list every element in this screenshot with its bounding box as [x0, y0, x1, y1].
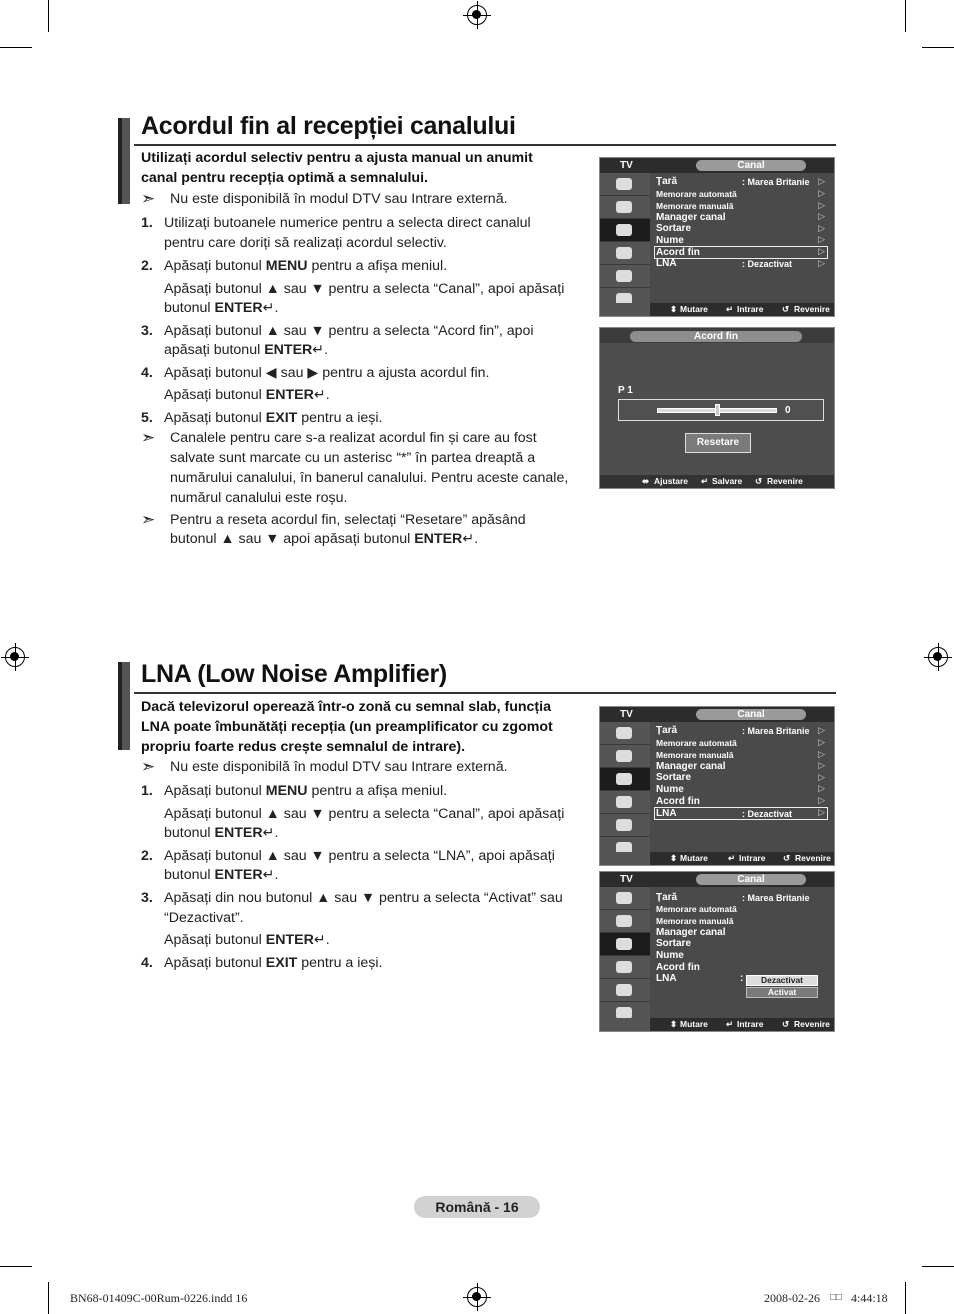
arrow-right-icon: ▷ — [818, 200, 825, 210]
section-title: LNA (Low Noise Amplifier) — [141, 660, 447, 688]
enter-icon: ↵ — [262, 825, 275, 841]
updown-icon: ⬍ — [670, 853, 678, 863]
arrow-right-icon: ▷ — [818, 246, 825, 256]
step-text: apăsați butonul ENTER↵. — [164, 342, 329, 358]
step-text: Apăsați butonul ▲ sau ▼ pentru a selecta “Canal”, apoi apăsați — [164, 281, 565, 297]
picture-icon[interactable] — [600, 722, 650, 745]
picture-icon[interactable] — [600, 887, 650, 910]
arrow-right-icon: ▷ — [818, 749, 825, 759]
arrow-right-icon: ▷ — [818, 234, 825, 244]
menu-sidebar — [600, 722, 650, 860]
step-text: Apăsați butonul ▲ sau ▼ pentru a selecta “Canal”, apoi apăsați — [164, 806, 565, 822]
note-text: salvate sunt marcate cu un asterisc “*” în partea dreaptă a — [170, 450, 536, 466]
return-icon: ↺ — [782, 1019, 790, 1029]
arrow-right-icon: ▷ — [818, 807, 825, 817]
step-text: butonul ENTER↵. — [164, 867, 279, 883]
menu-item[interactable]: Manager canal — [656, 761, 726, 772]
arrow-right-icon: ▷ — [818, 258, 825, 268]
menu-item[interactable]: Memorare automată — [656, 189, 737, 199]
menu-item-value: : Marea Britanie — [742, 726, 810, 736]
option-activat[interactable]: Activat — [746, 987, 818, 998]
footer-return-label: Revenire — [794, 1019, 830, 1029]
footer-move-label: Mutare — [680, 853, 708, 863]
intro-text: canal pentru recepția optimă a semnalului. — [141, 170, 428, 186]
crop-mark — [48, 1282, 49, 1314]
sound-icon[interactable] — [600, 745, 650, 768]
enter-icon: ↵ — [313, 387, 326, 403]
fine-tune-slider-box — [618, 399, 824, 421]
note-text: Nu este disponibilă în modul DTV sau Intrare externă. — [170, 191, 508, 207]
menu-sidebar — [600, 887, 650, 1025]
setup-icon[interactable] — [600, 791, 650, 814]
crop-mark — [905, 0, 906, 32]
menu-list — [650, 887, 834, 1020]
tv-menu-canal — [599, 157, 835, 317]
step-text: Apăsați butonul MENU pentru a afișa meniul. — [164, 783, 448, 799]
glyph-placeholder-icon: □□ — [830, 1292, 843, 1303]
intro-text: Dacă televizorul operează într-o zonă cu semnal slab, funcția — [141, 699, 551, 715]
menu-item[interactable]: Memorare manuală — [656, 201, 734, 211]
step-number: 4. — [141, 365, 153, 381]
footer-return-label: Revenire — [794, 304, 830, 314]
step-text: Apăsați butonul MENU pentru a afișa meniul. — [164, 258, 448, 274]
updown-icon: ⬍ — [670, 1019, 678, 1029]
menu-item[interactable]: Sortare — [656, 223, 692, 234]
menu-item[interactable]: Memorare automată — [656, 904, 737, 914]
setup-icon[interactable] — [600, 242, 650, 265]
menu-item-value: : Dezactivat — [742, 259, 793, 269]
footer-enter-label: Intrare — [737, 304, 764, 314]
menu-list — [650, 722, 834, 854]
menu-item[interactable]: Acord fin — [656, 796, 700, 807]
footer-enter-label: Intrare — [737, 1019, 764, 1029]
footer-return-label: Revenire — [795, 853, 831, 863]
registration-mark-icon — [467, 5, 487, 25]
menu-item[interactable]: Țară — [656, 176, 678, 187]
step-text: “Dezactivat”. — [164, 910, 244, 926]
footer-enter-label: Intrare — [739, 853, 766, 863]
fine-tune-panel — [599, 327, 835, 489]
crop-mark — [922, 47, 954, 48]
arrow-right-icon: ▷ — [818, 737, 825, 747]
tv-label: TV — [620, 709, 633, 720]
step-text: Apăsați butonul ENTER↵. — [164, 932, 330, 948]
enter-icon: ↵ — [726, 304, 734, 314]
menu-item-selected[interactable]: LNA — [656, 808, 677, 819]
menu-item-colon: : — [740, 973, 744, 984]
menu-item[interactable]: Nume — [656, 950, 684, 961]
note-text: Pentru a reseta acordul fin, selectați “Resetare” apăsând — [170, 512, 526, 528]
step-number: 4. — [141, 955, 153, 971]
tv-label: TV — [620, 160, 633, 171]
menu-item[interactable]: Sortare — [656, 772, 692, 783]
step-text: butonul ENTER↵. — [164, 825, 279, 841]
arrow-right-icon: ▷ — [818, 760, 825, 770]
arrow-right-icon: ▷ — [818, 795, 825, 805]
section-bar — [118, 662, 130, 750]
sound-icon[interactable] — [600, 910, 650, 933]
crop-mark — [0, 1266, 32, 1267]
registration-mark-icon — [928, 647, 948, 667]
step-number: 2. — [141, 848, 153, 864]
print-date: 2008-02-26 — [764, 1291, 820, 1305]
return-icon: ↺ — [782, 304, 790, 314]
arrow-right-icon: ▷ — [818, 223, 825, 233]
registration-mark-icon — [467, 1287, 487, 1307]
step-number: 2. — [141, 258, 153, 274]
menu-item[interactable]: Memorare automată — [656, 738, 737, 748]
menu-header: Canal — [696, 874, 806, 885]
menu-footer — [650, 303, 834, 316]
title-rule — [134, 144, 836, 146]
menu-item[interactable]: Memorare manuală — [656, 916, 734, 926]
leftright-icon: ⬌ — [642, 476, 650, 486]
setup-icon[interactable] — [600, 956, 650, 979]
enter-icon: ↵ — [726, 1019, 734, 1029]
menu-sidebar — [600, 173, 650, 311]
step-number: 3. — [141, 890, 153, 906]
step-text: butonul ENTER↵. — [164, 300, 279, 316]
enter-icon: ↵ — [262, 300, 275, 316]
print-time: 4:44:18 — [851, 1291, 888, 1305]
picture-icon[interactable] — [600, 173, 650, 196]
enter-icon: ↵ — [462, 531, 475, 547]
arrow-right-icon: ▷ — [818, 725, 825, 735]
note-text: butonul ▲ sau ▼ apoi apăsați butonul ENTER↵. — [170, 531, 479, 547]
menu-item-value: : Marea Britanie — [742, 177, 810, 187]
intro-text: propriu foarte redus crește semnalul de intrare). — [141, 739, 466, 755]
step-text: pentru care doriți să realizați acordul selectiv. — [164, 235, 447, 251]
input-icon[interactable] — [600, 979, 650, 1002]
intro-text: Utilizați acordul selectiv pentru a ajusta manual un anumit — [141, 150, 533, 166]
footer-return-label: Revenire — [767, 476, 803, 486]
channel-icon[interactable] — [600, 933, 650, 956]
menu-item[interactable]: LNA — [656, 973, 677, 984]
channel-icon[interactable] — [600, 219, 650, 242]
updown-icon: ⬍ — [670, 304, 678, 314]
menu-header: Canal — [696, 160, 806, 171]
note-arrow-icon: ➣ — [141, 510, 156, 529]
step-text: Apăsați butonul ▲ sau ▼ pentru a selecta “Acord fin”, apoi — [164, 323, 534, 339]
menu-item[interactable]: Manager canal — [656, 212, 726, 223]
note-text: Nu este disponibilă în modul DTV sau Intrare externă. — [170, 759, 508, 775]
tv-menu-canal-lna — [599, 706, 835, 866]
footer-move-label: Mutare — [680, 304, 708, 314]
crop-mark — [922, 1266, 954, 1267]
menu-item[interactable]: Țară — [656, 892, 678, 903]
step-text: Apăsați din nou butonul ▲ sau ▼ pentru a selecta “Activat” sau — [164, 890, 563, 906]
registration-mark-icon — [5, 647, 25, 667]
note-arrow-icon: ➣ — [141, 428, 156, 447]
step-number: 1. — [141, 783, 153, 799]
arrow-right-icon: ▷ — [818, 188, 825, 198]
title-rule — [134, 692, 836, 694]
step-text: Apăsați butonul ▲ sau ▼ pentru a selecta “LNA”, apoi apăsați — [164, 848, 555, 864]
fine-tune-slider-thumb[interactable] — [715, 404, 720, 416]
tv-menu-canal-lna-options — [599, 871, 835, 1032]
menu-item[interactable]: Manager canal — [656, 927, 726, 938]
return-icon: ↺ — [783, 853, 791, 863]
step-text: Apăsați butonul ◀ sau ▶ pentru a ajusta acordul fin. — [164, 365, 490, 381]
menu-header: Canal — [696, 709, 806, 720]
step-number: 1. — [141, 215, 153, 231]
menu-item-selected[interactable]: Acord fin — [656, 247, 700, 258]
section-title: Acordul fin al recepției canalului — [141, 112, 516, 140]
fine-tune-header: Acord fin — [630, 331, 802, 342]
menu-item[interactable]: Țară — [656, 725, 678, 736]
tv-label: TV — [620, 874, 633, 885]
channel-icon[interactable] — [600, 768, 650, 791]
file-slug: BN68-01409C-00Rum-0226.indd 16 — [70, 1291, 248, 1305]
enter-icon: ↵ — [701, 476, 709, 486]
program-label: P 1 — [618, 385, 633, 396]
menu-footer — [650, 852, 834, 865]
step-text: Utilizați butoanele numerice pentru a selecta direct canalul — [164, 215, 531, 231]
arrow-right-icon: ▷ — [818, 176, 825, 186]
crop-mark — [48, 0, 49, 32]
enter-icon: ↵ — [312, 342, 325, 358]
arrow-right-icon: ▷ — [818, 783, 825, 793]
section-bar — [118, 118, 130, 204]
input-icon[interactable] — [600, 265, 650, 288]
footer-move-label: Mutare — [680, 1019, 708, 1029]
option-dezactivat[interactable]: Dezactivat — [746, 975, 818, 986]
step-number: 3. — [141, 323, 153, 339]
note-arrow-icon: ➣ — [141, 757, 156, 776]
fine-tune-value: 0 — [785, 405, 791, 416]
crop-mark — [905, 1282, 906, 1314]
note-text: Canalele pentru care s-a realizat acordul fin și care au fost — [170, 430, 537, 446]
input-icon[interactable] — [600, 814, 650, 837]
note-arrow-icon: ➣ — [141, 189, 156, 208]
enter-icon: ↵ — [313, 932, 326, 948]
step-number: 5. — [141, 410, 153, 426]
sound-icon[interactable] — [600, 196, 650, 219]
note-text: numărului canalului, în banerul canalului. Pentru aceste canale, — [170, 470, 569, 486]
return-icon: ↺ — [755, 476, 763, 486]
step-text: Apăsați butonul ENTER↵. — [164, 387, 330, 403]
step-text: Apăsați butonul EXIT pentru a ieși. — [164, 955, 383, 971]
menu-footer — [650, 1018, 834, 1031]
arrow-right-icon: ▷ — [818, 772, 825, 782]
intro-text: LNA poate îmbunătăți recepția (un preamplificator cu zgomot — [141, 719, 553, 735]
menu-item-value: : Dezactivat — [742, 809, 793, 819]
step-text: Apăsați butonul EXIT pentru a ieși. — [164, 410, 383, 426]
menu-item-value: : Marea Britanie — [742, 893, 810, 903]
menu-item[interactable]: Nume — [656, 784, 684, 795]
arrow-right-icon: ▷ — [818, 211, 825, 221]
footer-adjust-label: Ajustare — [654, 476, 689, 486]
menu-list — [650, 173, 834, 305]
footer-save-label: Salvare — [712, 476, 743, 486]
menu-item[interactable]: LNA — [656, 258, 677, 269]
page-number-label: Română - 16 — [414, 1196, 540, 1218]
menu-highlight — [654, 807, 828, 820]
menu-item[interactable]: Memorare manuală — [656, 750, 734, 760]
enter-icon: ↵ — [262, 867, 275, 883]
crop-mark — [0, 47, 32, 48]
reset-button[interactable]: Resetare — [685, 433, 751, 453]
menu-item[interactable]: Nume — [656, 235, 684, 246]
menu-item[interactable]: Acord fin — [656, 962, 700, 973]
fine-tune-footer — [600, 475, 834, 488]
note-text: numărul canalului este roșu. — [170, 490, 348, 506]
menu-item[interactable]: Sortare — [656, 938, 692, 949]
enter-icon: ↵ — [728, 853, 736, 863]
